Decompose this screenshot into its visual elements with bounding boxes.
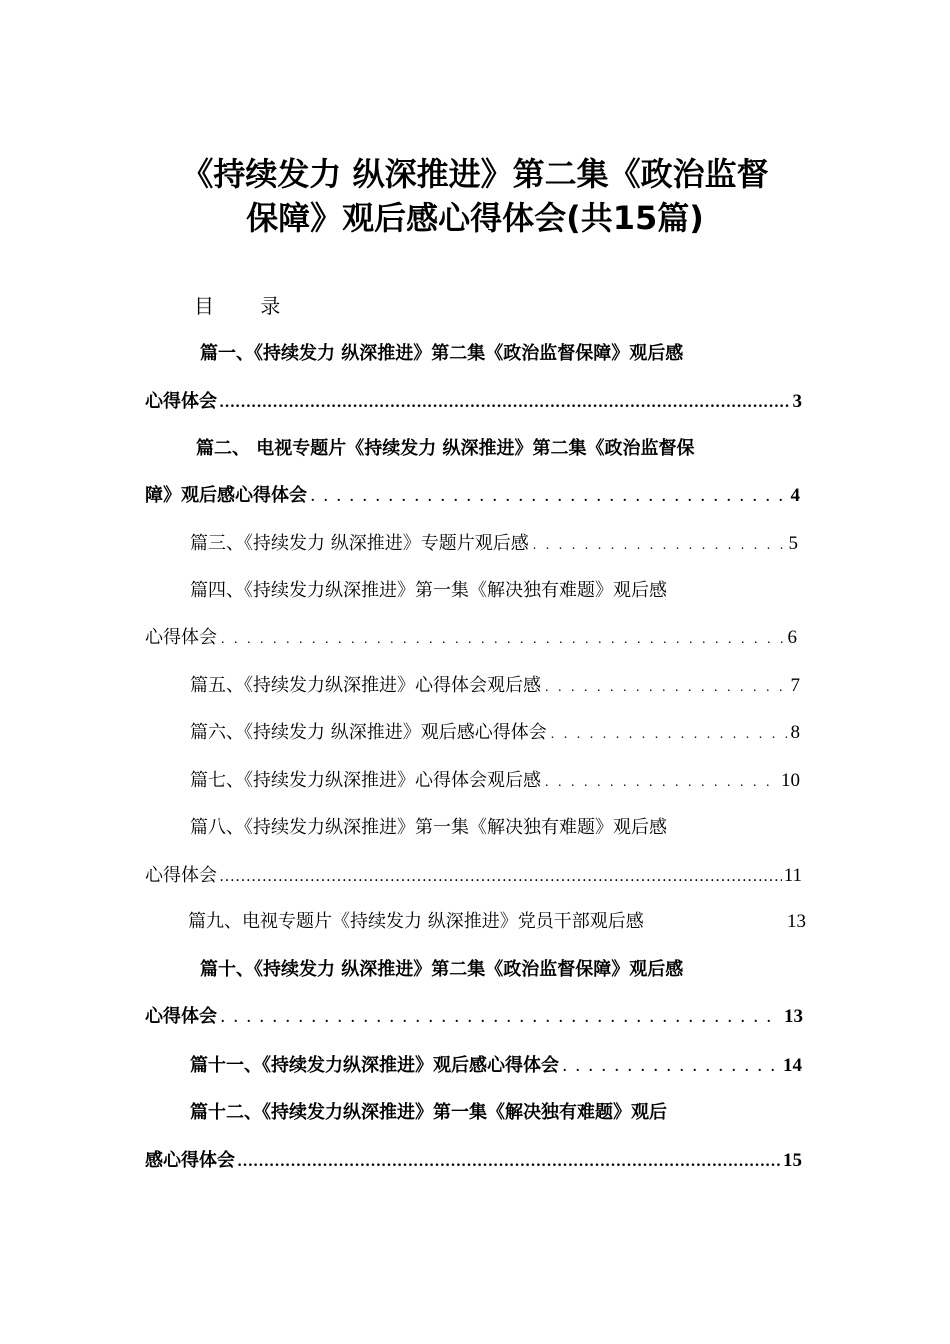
toc-entry-text: 感心得体会 <box>145 1150 235 1171</box>
toc-page-number: 10 <box>781 770 800 791</box>
toc-page-number: 5 <box>788 533 798 554</box>
toc-entry-11[interactable] <box>190 1052 802 1080</box>
toc-entry-2-line-2[interactable] <box>145 482 800 510</box>
toc-leader-dots <box>545 769 777 797</box>
toc-entry-3[interactable] <box>190 530 798 558</box>
toc-leader-dots <box>221 1005 780 1033</box>
toc-entry-4-line-2[interactable] <box>145 624 797 652</box>
toc-entry-8-line-1[interactable]: 篇八、《持续发力纵深推进》第一集《解决独有难题》观后感 <box>190 817 667 838</box>
toc-entry-6[interactable] <box>190 719 800 747</box>
toc-leader-dots <box>219 389 791 417</box>
toc-entry-4-line-1[interactable]: 篇四、《持续发力纵深推进》第一集《解决独有难题》观后感 <box>190 580 667 601</box>
toc-entry-7[interactable] <box>190 767 800 795</box>
toc-page-number: 11 <box>783 865 802 886</box>
toc-page-number: 3 <box>792 391 802 412</box>
toc-leader-dots <box>563 1054 779 1082</box>
toc-leader-dots <box>533 532 785 560</box>
toc-entry-text: 篇九、电视专题片《持续发力 纵深推进》党员干部观后感 <box>188 911 644 932</box>
toc-leader-dots <box>551 721 787 749</box>
document-title-line-1: 《持续发力 纵深推进》第二集《政治监督 <box>181 155 769 193</box>
toc-entry-10-line-2[interactable] <box>145 1003 803 1031</box>
toc-page-number: 13 <box>784 1006 803 1027</box>
toc-entry-text: 篇三、《持续发力 纵深推进》专题片观后感 <box>190 533 529 554</box>
toc-entry-1-line-2[interactable] <box>145 388 802 416</box>
toc-page-number: 4 <box>790 485 800 506</box>
toc-entry-12-line-1[interactable]: 篇十二、《持续发力纵深推进》第一集《解决独有难题》观后 <box>190 1102 667 1123</box>
toc-page-number: 13 <box>787 911 806 932</box>
toc-page-number: 6 <box>787 627 797 648</box>
toc-entry-1-line-1[interactable]: 篇一、《持续发力 纵深推进》第二集《政治监督保障》观后感 <box>200 343 684 364</box>
toc-entry-text: 篇七、《持续发力纵深推进》心得体会观后感 <box>190 770 541 791</box>
toc-entry-text: 篇十一、《持续发力纵深推进》观后感心得体会 <box>190 1055 559 1076</box>
toc-page-number: 14 <box>783 1055 802 1076</box>
toc-leader-dots <box>237 1148 781 1176</box>
toc-entry-5[interactable] <box>190 672 800 700</box>
toc-entry-text: 心得体会 <box>145 1006 217 1027</box>
toc-entry-text: 篇五、《持续发力纵深推进》心得体会观后感 <box>190 675 541 696</box>
toc-entry-text: 障》观后感心得体会 <box>145 485 307 506</box>
toc-entry-9[interactable] <box>188 908 806 936</box>
toc-entry-text: 心得体会 <box>145 627 217 648</box>
toc-leader-dots <box>311 484 787 512</box>
toc-entry-text: 心得体会 <box>145 391 217 412</box>
toc-entry-text: 篇六、《持续发力 纵深推进》观后感心得体会 <box>190 722 547 743</box>
toc-entry-8-line-2[interactable] <box>145 862 802 890</box>
toc-leader-dots <box>545 674 787 702</box>
toc-entry-2-line-1[interactable]: 篇二、 电视专题片《持续发力 纵深推进》第二集《政治监督保 <box>196 438 695 459</box>
toc-leader-dots <box>221 626 784 654</box>
toc-page-number: 7 <box>790 675 800 696</box>
toc-page-number: 15 <box>783 1150 802 1171</box>
toc-page-number: 8 <box>790 722 800 743</box>
toc-leader-dots <box>219 863 782 891</box>
toc-entry-12-line-2[interactable] <box>145 1147 802 1175</box>
toc-entry-10-line-1[interactable]: 篇十、《持续发力 纵深推进》第二集《政治监督保障》观后感 <box>200 959 684 980</box>
toc-heading: 目 录 <box>194 294 301 318</box>
toc-entry-text: 心得体会 <box>145 865 217 886</box>
document-title-line-2: 保障》观后感心得体会(共15篇) <box>246 199 704 237</box>
